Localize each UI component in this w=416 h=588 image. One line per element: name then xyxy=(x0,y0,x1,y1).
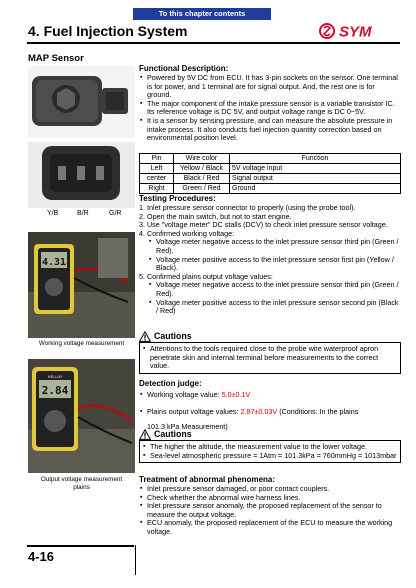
functional-description xyxy=(139,64,401,143)
abnormal-item: ▪ ECU anomaly, the proposed replacement of the ECU to measure the working voltage. xyxy=(139,519,401,536)
detection-plains-line2: 101.3 kPa Measurement) xyxy=(147,422,228,431)
caption-output-line1: Output voltage measurement xyxy=(40,476,123,483)
testing-step: 5. Confirmed plains output voltage values: xyxy=(139,271,273,281)
table-cell: Signal output xyxy=(230,174,401,184)
pin-table-wrap xyxy=(139,153,401,194)
detection-plains-label: Plains output voltage values: xyxy=(147,407,241,416)
caption-output-line2: plains xyxy=(73,484,90,491)
wire-color-header: Wire color xyxy=(174,154,230,164)
caution-item: ▪ Sea-level atmospheric pressure = 1Atm = 101.3kPa = 760mmHg = 1013mbar xyxy=(142,452,397,461)
table-row xyxy=(140,164,401,174)
caution-label: Cautions xyxy=(154,429,192,439)
warning-icon xyxy=(139,429,151,440)
section-title: MAP Sensor xyxy=(28,53,84,64)
abnormal-item: ▪ Check whether the abnormal wire harness lines. xyxy=(139,494,401,503)
functional-item: ▪ It is a sensor by sensing pressure, and can measure the absolute pressure in intake process. It also conducts fuel injection quantity correction based on environmental position level. xyxy=(139,117,401,143)
table-row xyxy=(140,174,401,184)
caution-item: ▪ The higher the altitude, the measurement value to the lower voltage. xyxy=(142,443,397,452)
testing-step: 2. Open the main switch, but not to start engine. xyxy=(139,211,292,221)
pin-label-right: G/R xyxy=(109,210,122,217)
detection-plains-value: 2.87±0.03V xyxy=(240,407,278,416)
working-voltage-photo xyxy=(28,232,135,338)
functional-heading: Functional Description: xyxy=(139,64,229,73)
table-cell: Black / Red xyxy=(174,174,230,184)
testing-step: 4. Confirmed working voltage: xyxy=(139,228,235,238)
header-rule xyxy=(27,42,400,44)
caption-output xyxy=(28,476,135,492)
table-cell: center xyxy=(140,174,174,184)
caution-block-2 xyxy=(139,428,401,463)
table-cell: Green / Red xyxy=(174,184,230,194)
testing-subitem: ▪ Voltage meter negative access to the inlet pressure sensor third pin (Green / Red). xyxy=(149,281,401,298)
detection-working xyxy=(139,389,401,400)
pin-label-left: Y/B xyxy=(47,210,59,217)
table-row xyxy=(140,184,401,194)
map-sensor-photo xyxy=(28,66,135,138)
caution-box-1 xyxy=(139,342,401,374)
caution-box-2 xyxy=(139,440,401,463)
table-cell: Left xyxy=(140,164,174,174)
logo-text: SYM xyxy=(339,23,372,40)
pin-table xyxy=(139,153,401,194)
caption-working: Working voltage measurement xyxy=(38,340,125,347)
connector-photo xyxy=(28,142,135,208)
footer-divider xyxy=(135,545,136,575)
pin-header: Pin xyxy=(140,154,174,164)
meter-reading-2: 2.84 xyxy=(41,384,69,397)
testing-step: 1. Inlet pressure sensor connector to properly (using the probe tool). xyxy=(139,203,356,212)
testing-subitem: ▪ Voltage meter positive access to the inlet pressure sensor first pin (Yellow / Black). xyxy=(149,256,401,273)
detection-working-value: 5.0±0.1V xyxy=(221,390,251,399)
testing-procedures xyxy=(139,194,401,316)
abnormal-item: ▪ Inlet pressure sensor damaged, or poor contact couplers. xyxy=(139,485,401,494)
functional-item: ▪ The major component of the intake pressure sensor is a variable transistor IC. Its reference voltage is DC 5V, and output voltage range is DC 0~5V. xyxy=(139,100,401,117)
caution-title-1 xyxy=(139,330,401,342)
page-number: 4-16 xyxy=(28,549,55,564)
output-voltage-photo xyxy=(28,359,135,473)
function-header: Function xyxy=(230,154,401,164)
testing-step: 3. Use "voltage meter" DC stalls (DCV) to check inlet pressure sensor voltage. xyxy=(139,220,388,230)
abnormal-heading: Treatment of abnormal phenomena: xyxy=(139,475,276,484)
functional-item: ▪ Powered by 5V DC from ECU. It has 3-pin sockets on the sensor. One terminal is for power, and 1 terminal are for signal output. And, the rest one is for ground. xyxy=(139,74,401,100)
testing-heading: Testing Procedures: xyxy=(139,194,216,203)
meter-reading-1: 4.31 xyxy=(41,257,67,268)
detection-plains-suffix: (Conditions: In the plains xyxy=(277,407,359,416)
testing-subitem: ▪ Voltage meter positive access to the inlet pressure sensor second pin (Black / Red) xyxy=(149,299,401,316)
detection-working-label: Working voltage value: xyxy=(147,390,222,399)
detection-heading: Detection judge: xyxy=(139,379,202,388)
warning-icon xyxy=(139,331,151,342)
table-cell: Right xyxy=(140,184,174,194)
caution-item: ▪ Attentions to the tools required close to the probe wire waterproof apron penetrate skin and internal terminal before measurements to the correct value. xyxy=(142,345,397,371)
abnormal-phenomena xyxy=(139,475,401,537)
meter-brand: MELLUR xyxy=(47,375,63,379)
detection-judge xyxy=(139,379,401,432)
table-cell: Ground xyxy=(230,184,401,194)
testing-subitem: ▪ Voltage meter negative access to the inlet pressure sensor third pin (Green / Red). xyxy=(149,238,401,255)
table-cell: 5V voltage input xyxy=(230,164,401,174)
sym-logo xyxy=(318,22,400,40)
table-cell: Yellow / Black xyxy=(174,164,230,174)
abnormal-item: ▪ Inlet pressure sensor anomaly, the proposed replacement of the sensor to measure the output voltage. xyxy=(139,502,401,519)
chapter-contents-link[interactable]: To this chapter contents xyxy=(133,8,271,20)
caution-title-2 xyxy=(139,428,401,440)
caution-block-1 xyxy=(139,330,401,374)
caution-label: Cautions xyxy=(154,331,192,341)
pin-label-center: B/R xyxy=(77,210,89,217)
page-title: 4. Fuel Injection System xyxy=(28,23,188,39)
footer-rule xyxy=(27,545,134,547)
